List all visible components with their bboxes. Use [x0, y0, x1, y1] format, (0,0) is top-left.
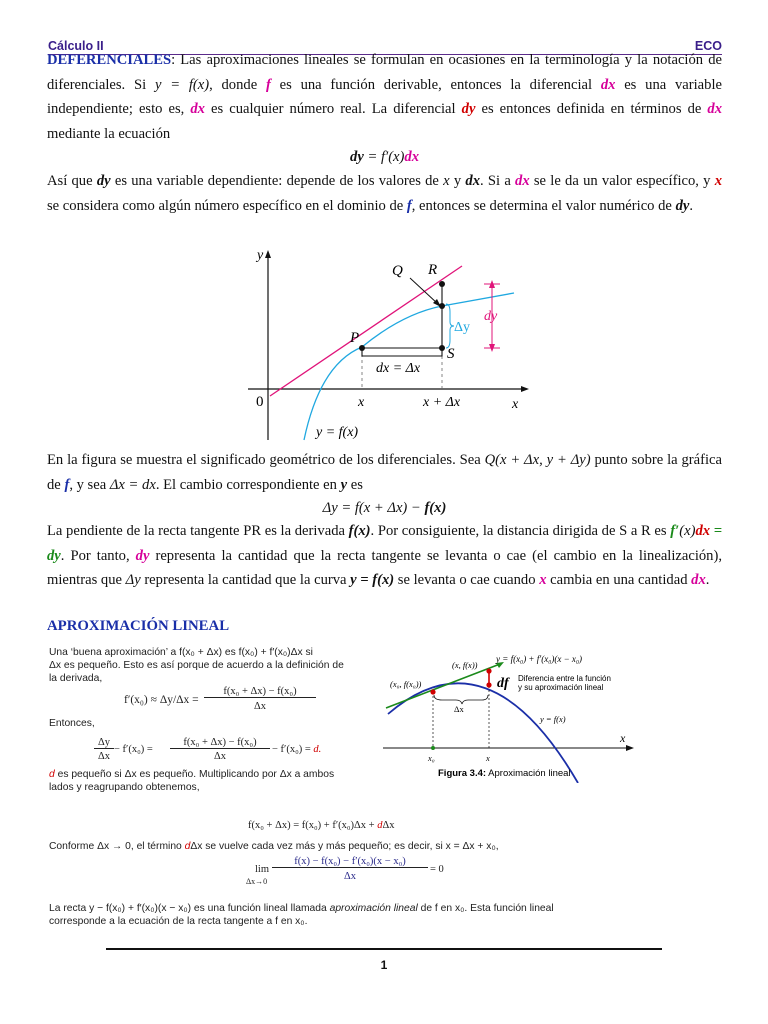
eq-d-denominator: Δx: [343, 871, 356, 882]
fig2-x-axis-label: x: [620, 731, 626, 745]
fig2-point-tangent: [486, 668, 491, 673]
fig2-dx-brace: [434, 695, 488, 704]
label-r: R: [428, 262, 438, 278]
fig2-curve-label: y = f(x): [540, 714, 566, 724]
eq-d-lim-sub: Δx→0: [246, 877, 268, 886]
x-axis-arrow: [521, 386, 529, 392]
fig2-tangent-label: y = f(x₀) + f′(x₀)(x − x₀): [496, 654, 583, 664]
fig2-x-axis-arrow: [626, 745, 634, 751]
eq-a-denominator: Δx: [253, 701, 266, 712]
x-axis-label: x: [512, 397, 519, 412]
fig2-df-note-2: y su aproximación lineal: [518, 683, 604, 692]
point-p: [359, 345, 365, 351]
y-axis-arrow: [265, 250, 271, 258]
fig2-point-x: [486, 682, 491, 687]
label-dx: dx = Δx: [376, 361, 421, 376]
term-heading: DEFERENCIALES: [47, 52, 172, 68]
eq-d-lim: lim: [255, 864, 270, 875]
scan-line-9: corresponde a la ecuación de la recta tangente a f en x₀.: [49, 916, 308, 927]
eq-d-equals: = 0: [430, 864, 444, 875]
tangent-slope-paragraph: La pendiente de la recta tangente PR es la derivada f(x). Por consiguiente, la distancia dirigida de S a R es f′(x)dx = dy. Por tanto, dy representa la cantidad que la recta tangente se levanta o cae (el cambio en la linealización), mientras que Δy representa la cantidad que la curva y = f(x) se levanta o cae cuando x cambia en una cantidad dx.: [47, 523, 723, 589]
tick-x: x: [358, 395, 365, 410]
fig2-df-note-1: Diferencia entre la función: [518, 674, 611, 683]
eq-derivative-approx: f′(x₀) ≈ Δy/Δx =: [124, 694, 199, 706]
q-pointer: [410, 278, 438, 304]
geometric-meaning-paragraph: En la figura se muestra el significado geométrico de los diferenciales. Sea Q(x + Δx, y + Δy) punto sobre la gráfica de f, y sea Δx = dx. El cambio correspondiente en y es: [47, 452, 722, 493]
curve-label: y = f(x): [316, 425, 359, 440]
point-r: [439, 281, 445, 287]
fig2-point-label: (x, f(x)): [452, 660, 478, 670]
eq-b-tail: − f′(x₀) = d.: [272, 744, 322, 755]
fig2-caption: Figura 3.4: Aproximación lineal: [438, 768, 571, 779]
linear-approx-figure: [378, 648, 648, 783]
eq-b-dy: Δy: [94, 737, 114, 749]
scan-line-6: lados y reagrupando obtenemos,: [49, 782, 200, 793]
scan-line-5: d es pequeño si Δx es pequeño. Multiplicando por Δx a ambos: [49, 769, 335, 780]
point-s: [439, 345, 445, 351]
y-axis-label: y: [257, 248, 264, 263]
eq-b-dx: Δx: [97, 751, 110, 762]
tick-x-plus-dx: x + Δx: [423, 395, 461, 410]
eq-d-numerator: f(x) − f(x₀) − f′(x₀)(x − x₀): [272, 856, 428, 868]
fig2-point-x0: [430, 689, 435, 694]
scan-line-4: Entonces,: [49, 718, 95, 729]
label-q: Q: [392, 263, 403, 279]
label-s: S: [447, 346, 455, 362]
fig2-x0-tick-label: x₀: [428, 753, 435, 763]
fig2-df-label: df: [497, 676, 509, 691]
eq-a-numerator: f(x₀ + Δx) − f(x₀): [204, 686, 316, 698]
footer-rule: [106, 948, 662, 950]
scan-line-3: la derivada,: [49, 673, 103, 684]
delta-y-equation: Δy = f(x + Δx) − f(x): [322, 500, 447, 516]
scan-line-2: Δx es pequeño. Esto es así porque de acuerdo a la definición de: [49, 660, 344, 671]
fig2-dx-label: Δx: [454, 704, 464, 714]
scan-line-1: Una ‘buena aproximación’ a f(x₀ + Δx) es f(x₀) + f′(x₀)Δx si: [49, 647, 313, 658]
label-delta-y: Δy: [454, 320, 471, 335]
eq-rearranged: f(x₀ + Δx) = f(x₀) + f′(x₀)Δx + dΔx: [248, 820, 395, 831]
differentials-figure: [240, 244, 530, 444]
eq-b-denominator: Δx: [213, 751, 226, 762]
label-dy: dy: [484, 309, 498, 324]
tangent-line: [270, 266, 462, 396]
differential-equation: dy = f′(x)dx: [350, 149, 419, 165]
intro-paragraph: DEFERENCIALES: Las aproximaciones lineales se formulan en ocasiones en la terminología y la notación de diferenciales. Si y = f(x), donde f es una función derivable, entonces la diferencial dx es una variable independiente; esto es, dx es cualquier número real. La diferencial dy es entonces definida en términos de dx mediante la ecuación: [47, 52, 723, 142]
delta-y-brace: [446, 304, 454, 348]
page-number: 1: [380, 958, 388, 972]
scan-line-8: La recta y − f(x₀) + f′(x₀)(x − x₀) es una función lineal llamada aproximación lineal de f en x₀. Esta función lineal: [49, 903, 554, 914]
fig2-tick-x0: [431, 746, 435, 750]
course-title: Cálculo II: [48, 39, 104, 53]
dx-bracket: [362, 350, 442, 356]
origin-label: 0: [256, 394, 264, 410]
scan-line-7: Conforme Δx → 0, el término dΔx se vuelve cada vez más y más pequeño; es decir, si x = Δx + x₀,: [49, 841, 499, 852]
eq-b-numerator: f(x₀ + Δx) − f(x₀): [170, 737, 270, 749]
header-right: ECO: [694, 39, 722, 53]
dependent-variable-paragraph: Así que dy es una variable dependiente: depende de los valores de x y dx. Si a dx se le da un valor específico, y x se considera como algún número específico en el dominio de f, entonces se determina el valor numérico de dy.: [47, 173, 723, 214]
fig2-p0-label: (x₀, f(x₀)): [390, 679, 422, 689]
eq-b-mid: − f′(x₀) =: [114, 744, 153, 755]
point-q: [439, 303, 445, 309]
section-title: APROXIMACIÓN LINEAL: [47, 618, 230, 634]
label-p: P: [350, 330, 360, 346]
fig2-x-tick-label: x: [486, 753, 490, 763]
